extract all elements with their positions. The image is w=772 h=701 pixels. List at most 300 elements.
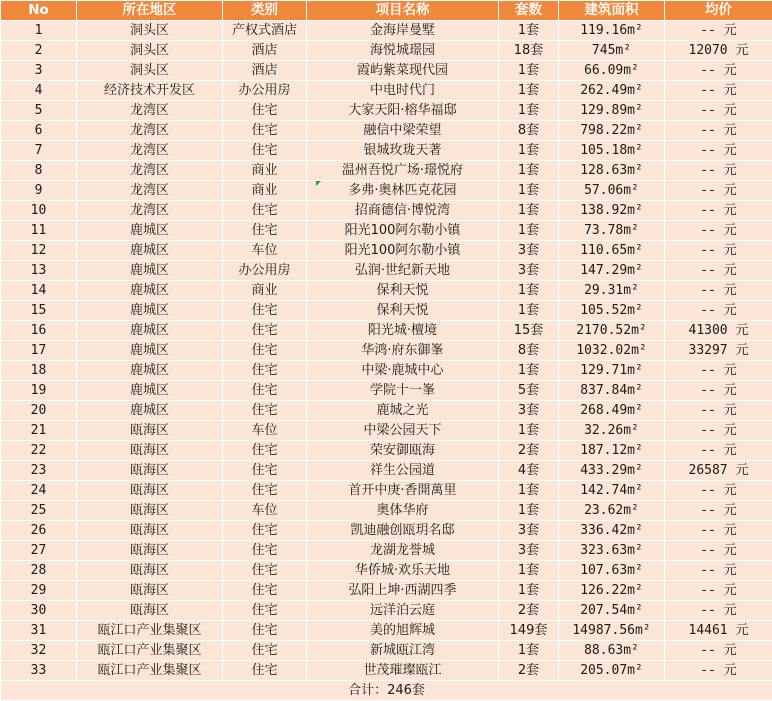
price-value: -- <box>700 483 716 498</box>
cell-project-name[interactable]: 融信中梁荣望 <box>307 121 499 141</box>
area-value: 126.22 <box>580 583 627 598</box>
total-cell[interactable]: 合计：246套 <box>1 681 772 701</box>
cell-price[interactable] <box>665 141 772 161</box>
cell-no[interactable]: 31 <box>1 621 77 641</box>
cell-area[interactable] <box>559 401 665 421</box>
cell-type[interactable]: 酒店 <box>223 41 307 61</box>
cell-project-name[interactable]: 美的旭辉城 <box>307 621 499 641</box>
cell-region[interactable]: 龙湾区 <box>77 201 223 221</box>
price-currency: 元 <box>724 563 737 578</box>
cell-count[interactable]: 149套 <box>499 621 559 641</box>
cell-project-name[interactable]: 阳光100阿尔勒小镇 <box>307 241 499 261</box>
cell-price[interactable] <box>665 161 772 181</box>
cell-count[interactable]: 8套 <box>499 121 559 141</box>
cell-region[interactable]: 瓯海区 <box>77 441 223 461</box>
price-value: -- <box>700 603 716 618</box>
cell-price[interactable] <box>665 501 772 521</box>
cell-type[interactable]: 住宅 <box>223 541 307 561</box>
cell-region[interactable]: 瓯江口产业集聚区 <box>77 621 223 641</box>
area-unit: m² <box>623 643 639 658</box>
cell-no[interactable]: 20 <box>1 401 77 421</box>
price-currency: 元 <box>724 83 737 98</box>
cell-region[interactable]: 鹿城区 <box>77 321 223 341</box>
cell-region[interactable]: 鹿城区 <box>77 361 223 381</box>
cell-project-name[interactable]: 新城瓯江湾 <box>307 641 499 661</box>
cell-type[interactable]: 住宅 <box>223 141 307 161</box>
price-value: -- <box>700 23 716 38</box>
cell-count[interactable]: 1套 <box>499 361 559 381</box>
cell-count[interactable]: 5套 <box>499 381 559 401</box>
cell-area[interactable] <box>559 381 665 401</box>
price-currency: 元 <box>724 403 737 418</box>
cell-no[interactable]: 16 <box>1 321 77 341</box>
cell-count[interactable]: 1套 <box>499 561 559 581</box>
cell-type[interactable]: 车位 <box>223 501 307 521</box>
cell-area[interactable] <box>559 21 665 41</box>
cell-area[interactable] <box>559 101 665 121</box>
cell-project-name[interactable]: 华鸿·府东御峯 <box>307 341 499 361</box>
cell-type[interactable]: 住宅 <box>223 661 307 681</box>
cell-project-name[interactable]: 海悦城璟园 <box>307 41 499 61</box>
cell-no[interactable]: 30 <box>1 601 77 621</box>
cell-project-name[interactable]: 阳光100阿尔勒小镇 <box>307 221 499 241</box>
cell-project-name[interactable]: 金海岸曼墅 <box>307 21 499 41</box>
header-no[interactable]: No <box>1 1 77 21</box>
cell-type[interactable]: 住宅 <box>223 341 307 361</box>
cell-count[interactable]: 2套 <box>499 441 559 461</box>
cell-area[interactable] <box>559 641 665 661</box>
table-row <box>1 661 772 681</box>
header-project-name[interactable]: 项目名称 <box>307 1 499 21</box>
table-row <box>1 361 772 381</box>
cell-type[interactable]: 住宅 <box>223 581 307 601</box>
price-value: -- <box>700 583 716 598</box>
cell-type[interactable]: 住宅 <box>223 201 307 221</box>
cell-type[interactable]: 住宅 <box>223 641 307 661</box>
cell-region[interactable]: 鹿城区 <box>77 281 223 301</box>
cell-area[interactable] <box>559 181 665 201</box>
cell-project-name[interactable]: 祥生公园道 <box>307 461 499 481</box>
cell-count[interactable]: 3套 <box>499 241 559 261</box>
header-region[interactable]: 所在地区 <box>77 1 223 21</box>
cell-price[interactable] <box>665 401 772 421</box>
cell-price[interactable] <box>665 421 772 441</box>
price-value: -- <box>700 563 716 578</box>
cell-no[interactable]: 12 <box>1 241 77 261</box>
cell-project-name[interactable]: 龙湖龙誉城 <box>307 541 499 561</box>
table-row <box>1 381 772 401</box>
cell-no[interactable]: 2 <box>1 41 77 61</box>
cell-price[interactable] <box>665 541 772 561</box>
cell-type[interactable]: 住宅 <box>223 321 307 341</box>
cell-project-name[interactable]: 弘润·世纪新天地 <box>307 261 499 281</box>
cell-count[interactable]: 1套 <box>499 201 559 221</box>
cell-type[interactable]: 住宅 <box>223 441 307 461</box>
cell-project-name[interactable]: 保利天悦 <box>307 301 499 321</box>
cell-area[interactable] <box>559 661 665 681</box>
header-type[interactable]: 类别 <box>223 1 307 21</box>
cell-count[interactable]: 1套 <box>499 81 559 101</box>
cell-region[interactable]: 鹿城区 <box>77 301 223 321</box>
cell-price[interactable] <box>665 521 772 541</box>
cell-type[interactable]: 住宅 <box>223 301 307 321</box>
area-unit: m² <box>627 403 643 418</box>
cell-area[interactable] <box>559 461 665 481</box>
cell-price[interactable] <box>665 381 772 401</box>
cell-region[interactable]: 洞头区 <box>77 61 223 81</box>
area-unit: m² <box>623 423 639 438</box>
cell-no[interactable]: 6 <box>1 121 77 141</box>
area-value: 745 <box>592 43 615 58</box>
cell-area[interactable] <box>559 621 665 641</box>
table-row <box>1 101 772 121</box>
cell-count[interactable]: 15套 <box>499 321 559 341</box>
cell-price[interactable] <box>665 201 772 221</box>
cell-no[interactable]: 8 <box>1 161 77 181</box>
cell-region[interactable]: 龙湾区 <box>77 141 223 161</box>
cell-type[interactable]: 住宅 <box>223 521 307 541</box>
cell-no[interactable]: 9 <box>1 181 77 201</box>
cell-project-name[interactable]: 温州吾悦广场·璟悦府 <box>307 161 499 181</box>
cell-region[interactable]: 瓯海区 <box>77 541 223 561</box>
cell-price[interactable] <box>665 601 772 621</box>
cell-type[interactable]: 车位 <box>223 421 307 441</box>
cell-count[interactable]: 1套 <box>499 161 559 181</box>
cell-no[interactable]: 27 <box>1 541 77 561</box>
cell-type[interactable]: 产权式酒店 <box>223 21 307 41</box>
cell-region[interactable]: 瓯海区 <box>77 581 223 601</box>
cell-area[interactable] <box>559 261 665 281</box>
cell-area[interactable] <box>559 201 665 221</box>
cell-price[interactable] <box>665 41 772 61</box>
price-currency: 元 <box>724 663 737 678</box>
area-value: 207.54 <box>580 603 627 618</box>
cell-region[interactable]: 鹿城区 <box>77 261 223 281</box>
area-value: 128.63 <box>580 163 627 178</box>
area-value: 2170.52 <box>576 323 631 338</box>
cell-type[interactable]: 住宅 <box>223 461 307 481</box>
area-unit: m² <box>627 663 643 678</box>
cell-count[interactable]: 1套 <box>499 641 559 661</box>
cell-count[interactable]: 1套 <box>499 421 559 441</box>
cell-project-name[interactable]: 凯迪融创瓯玥名邸 <box>307 521 499 541</box>
header-price[interactable]: 均价 <box>665 1 772 21</box>
cell-count[interactable]: 1套 <box>499 181 559 201</box>
cell-project-name[interactable]: 中梁·鹿城中心 <box>307 361 499 381</box>
cell-type[interactable]: 商业 <box>223 161 307 181</box>
cell-price[interactable] <box>665 101 772 121</box>
price-value: -- <box>700 123 716 138</box>
cell-price[interactable] <box>665 21 772 41</box>
price-currency: 元 <box>724 183 737 198</box>
cell-price[interactable] <box>665 121 772 141</box>
cell-no[interactable]: 23 <box>1 461 77 481</box>
cell-count[interactable]: 1套 <box>499 141 559 161</box>
cell-price[interactable] <box>665 281 772 301</box>
table-row <box>1 121 772 141</box>
cell-type[interactable]: 住宅 <box>223 101 307 121</box>
price-value: -- <box>700 83 716 98</box>
cell-region[interactable]: 鹿城区 <box>77 221 223 241</box>
cell-no[interactable]: 29 <box>1 581 77 601</box>
cell-region[interactable]: 瓯海区 <box>77 421 223 441</box>
cell-price[interactable] <box>665 81 772 101</box>
cell-price[interactable] <box>665 461 772 481</box>
price-currency: 元 <box>735 323 748 338</box>
comment-indicator-icon[interactable] <box>316 181 321 186</box>
cell-region[interactable]: 洞头区 <box>77 21 223 41</box>
cell-region[interactable]: 鹿城区 <box>77 241 223 261</box>
price-value: -- <box>700 163 716 178</box>
cell-type[interactable]: 住宅 <box>223 221 307 241</box>
cell-price[interactable] <box>665 641 772 661</box>
area-value: 105.52 <box>580 303 627 318</box>
price-currency: 元 <box>724 523 737 538</box>
cell-count[interactable]: 1套 <box>499 21 559 41</box>
cell-region[interactable]: 经济技术开发区 <box>77 81 223 101</box>
cell-area[interactable] <box>559 501 665 521</box>
cell-no[interactable]: 13 <box>1 261 77 281</box>
area-value: 66.09 <box>584 63 623 78</box>
cell-count[interactable]: 1套 <box>499 221 559 241</box>
cell-project-name[interactable]: 学院十一峯 <box>307 381 499 401</box>
area-unit: m² <box>627 583 643 598</box>
cell-count[interactable]: 1套 <box>499 61 559 81</box>
cell-type[interactable]: 住宅 <box>223 561 307 581</box>
area-value: 837.84 <box>580 383 627 398</box>
cell-region[interactable]: 瓯江口产业集聚区 <box>77 661 223 681</box>
cell-no[interactable]: 33 <box>1 661 77 681</box>
cell-no[interactable]: 28 <box>1 561 77 581</box>
cell-area[interactable] <box>559 521 665 541</box>
cell-price[interactable] <box>665 481 772 501</box>
header-area[interactable]: 建筑面积 <box>559 1 665 21</box>
cell-no[interactable]: 10 <box>1 201 77 221</box>
cell-project-name[interactable]: 荣安御瓯海 <box>307 441 499 461</box>
cell-type[interactable]: 住宅 <box>223 121 307 141</box>
cell-area[interactable] <box>559 341 665 361</box>
cell-count[interactable]: 8套 <box>499 341 559 361</box>
cell-no[interactable]: 7 <box>1 141 77 161</box>
cell-count[interactable]: 1套 <box>499 301 559 321</box>
cell-type[interactable]: 住宅 <box>223 381 307 401</box>
cell-count[interactable]: 2套 <box>499 601 559 621</box>
cell-region[interactable]: 瓯海区 <box>77 501 223 521</box>
cell-no[interactable]: 5 <box>1 101 77 121</box>
cell-area[interactable] <box>559 81 665 101</box>
table-row <box>1 201 772 221</box>
cell-count[interactable]: 1套 <box>499 581 559 601</box>
cell-type[interactable]: 办公用房 <box>223 81 307 101</box>
cell-area[interactable] <box>559 241 665 261</box>
cell-area[interactable] <box>559 221 665 241</box>
cell-count[interactable]: 3套 <box>499 401 559 421</box>
cell-project-name[interactable]: 首开中庚·香開萬里 <box>307 481 499 501</box>
cell-no[interactable]: 32 <box>1 641 77 661</box>
cell-type[interactable]: 商业 <box>223 181 307 201</box>
cell-region[interactable]: 龙湾区 <box>77 161 223 181</box>
cell-project-name[interactable]: 招商德信·博悦湾 <box>307 201 499 221</box>
cell-no[interactable]: 19 <box>1 381 77 401</box>
price-value: -- <box>700 423 716 438</box>
price-currency: 元 <box>724 583 737 598</box>
price-currency: 元 <box>724 223 737 238</box>
area-value: 119.16 <box>580 23 627 38</box>
cell-project-name[interactable]: 银城玫珑天著 <box>307 141 499 161</box>
cell-region[interactable]: 洞头区 <box>77 41 223 61</box>
cell-project-name[interactable]: 远洋泊云庭 <box>307 601 499 621</box>
cell-price[interactable] <box>665 221 772 241</box>
cell-area[interactable] <box>559 421 665 441</box>
cell-project-name[interactable]: 大家天阳·榕华福邸 <box>307 101 499 121</box>
table-row <box>1 161 772 181</box>
table-row <box>1 301 772 321</box>
cell-type[interactable]: 住宅 <box>223 481 307 501</box>
cell-type[interactable]: 酒店 <box>223 61 307 81</box>
cell-region[interactable]: 鹿城区 <box>77 401 223 421</box>
cell-area[interactable] <box>559 281 665 301</box>
cell-region[interactable]: 鹿城区 <box>77 341 223 361</box>
cell-type[interactable]: 住宅 <box>223 601 307 621</box>
cell-area[interactable] <box>559 161 665 181</box>
price-value: -- <box>700 643 716 658</box>
cell-project-name[interactable]: 鹿城之光 <box>307 401 499 421</box>
cell-project-name[interactable]: 多弗·奥林匹克花园 <box>307 181 499 201</box>
area-unit: m² <box>615 43 631 58</box>
cell-type[interactable]: 住宅 <box>223 621 307 641</box>
cell-count[interactable]: 3套 <box>499 521 559 541</box>
cell-project-name[interactable]: 阳光城·檀境 <box>307 321 499 341</box>
area-value: 73.78 <box>584 223 623 238</box>
cell-count[interactable]: 18套 <box>499 41 559 61</box>
cell-price[interactable] <box>665 581 772 601</box>
cell-count[interactable]: 3套 <box>499 261 559 281</box>
cell-price[interactable] <box>665 361 772 381</box>
cell-count[interactable]: 1套 <box>499 481 559 501</box>
cell-no[interactable]: 22 <box>1 441 77 461</box>
cell-region[interactable]: 龙湾区 <box>77 101 223 121</box>
cell-area[interactable] <box>559 441 665 461</box>
cell-type[interactable]: 商业 <box>223 281 307 301</box>
cell-project-name[interactable]: 保利天悦 <box>307 281 499 301</box>
price-currency: 元 <box>724 383 737 398</box>
cell-area[interactable] <box>559 61 665 81</box>
price-value: -- <box>700 403 716 418</box>
table-row <box>1 501 772 521</box>
cell-area[interactable] <box>559 601 665 621</box>
price-value: -- <box>700 243 716 258</box>
cell-project-name[interactable]: 世茂璀璨瓯江 <box>307 661 499 681</box>
cell-no[interactable]: 14 <box>1 281 77 301</box>
cell-no[interactable]: 24 <box>1 481 77 501</box>
area-unit: m² <box>623 63 639 78</box>
cell-no[interactable]: 1 <box>1 21 77 41</box>
cell-type[interactable]: 住宅 <box>223 361 307 381</box>
table-row <box>1 21 772 41</box>
header-count[interactable]: 套数 <box>499 1 559 21</box>
cell-count[interactable]: 4套 <box>499 461 559 481</box>
cell-area[interactable] <box>559 141 665 161</box>
area-value: 14987.56 <box>572 623 635 638</box>
cell-no[interactable]: 4 <box>1 81 77 101</box>
price-currency: 元 <box>735 43 748 58</box>
price-value: -- <box>700 263 716 278</box>
area-value: 323.63 <box>580 543 627 558</box>
cell-price[interactable] <box>665 441 772 461</box>
price-currency: 元 <box>724 23 737 38</box>
cell-region[interactable]: 瓯海区 <box>77 481 223 501</box>
cell-region[interactable]: 龙湾区 <box>77 181 223 201</box>
cell-no[interactable]: 21 <box>1 421 77 441</box>
cell-count[interactable]: 1套 <box>499 281 559 301</box>
cell-type[interactable]: 住宅 <box>223 401 307 421</box>
cell-region[interactable]: 瓯海区 <box>77 521 223 541</box>
table-row <box>1 461 772 481</box>
cell-project-name[interactable]: 奥体华府 <box>307 501 499 521</box>
cell-no[interactable]: 11 <box>1 221 77 241</box>
cell-no[interactable]: 18 <box>1 361 77 381</box>
cell-area[interactable] <box>559 361 665 381</box>
cell-region[interactable]: 鹿城区 <box>77 381 223 401</box>
cell-project-name[interactable]: 中电时代门 <box>307 81 499 101</box>
cell-no[interactable]: 15 <box>1 301 77 321</box>
cell-price[interactable] <box>665 621 772 641</box>
cell-no[interactable]: 17 <box>1 341 77 361</box>
cell-region[interactable]: 瓯海区 <box>77 601 223 621</box>
cell-price[interactable] <box>665 341 772 361</box>
cell-type[interactable]: 车位 <box>223 241 307 261</box>
cell-count[interactable]: 2套 <box>499 661 559 681</box>
cell-area[interactable] <box>559 301 665 321</box>
cell-project-name[interactable]: 中梁公园天下 <box>307 421 499 441</box>
price-value: 33297 <box>689 343 728 358</box>
cell-price[interactable] <box>665 61 772 81</box>
cell-area[interactable] <box>559 541 665 561</box>
cell-project-name[interactable]: 华侨城·欢乐天地 <box>307 561 499 581</box>
cell-area[interactable] <box>559 581 665 601</box>
cell-region[interactable]: 瓯海区 <box>77 561 223 581</box>
cell-no[interactable]: 26 <box>1 521 77 541</box>
cell-region[interactable]: 瓯海区 <box>77 461 223 481</box>
cell-area[interactable] <box>559 481 665 501</box>
cell-price[interactable] <box>665 241 772 261</box>
table-row <box>1 281 772 301</box>
cell-no[interactable]: 25 <box>1 501 77 521</box>
cell-count[interactable]: 1套 <box>499 501 559 521</box>
cell-project-name[interactable]: 霞屿紫菜现代园 <box>307 61 499 81</box>
cell-region[interactable]: 瓯江口产业集聚区 <box>77 641 223 661</box>
cell-price[interactable] <box>665 321 772 341</box>
cell-project-name[interactable]: 弘阳上坤·西湖四季 <box>307 581 499 601</box>
cell-area[interactable] <box>559 321 665 341</box>
cell-price[interactable] <box>665 301 772 321</box>
price-currency: 元 <box>724 363 737 378</box>
cell-area[interactable] <box>559 561 665 581</box>
cell-price[interactable] <box>665 661 772 681</box>
cell-area[interactable] <box>559 41 665 61</box>
cell-region[interactable]: 龙湾区 <box>77 121 223 141</box>
cell-price[interactable] <box>665 261 772 281</box>
cell-price[interactable] <box>665 561 772 581</box>
area-unit: m² <box>627 103 643 118</box>
price-currency: 元 <box>724 423 737 438</box>
cell-type[interactable]: 办公用房 <box>223 261 307 281</box>
cell-no[interactable]: 3 <box>1 61 77 81</box>
cell-count[interactable]: 1套 <box>499 101 559 121</box>
cell-area[interactable] <box>559 121 665 141</box>
cell-count[interactable]: 3套 <box>499 541 559 561</box>
cell-price[interactable] <box>665 181 772 201</box>
